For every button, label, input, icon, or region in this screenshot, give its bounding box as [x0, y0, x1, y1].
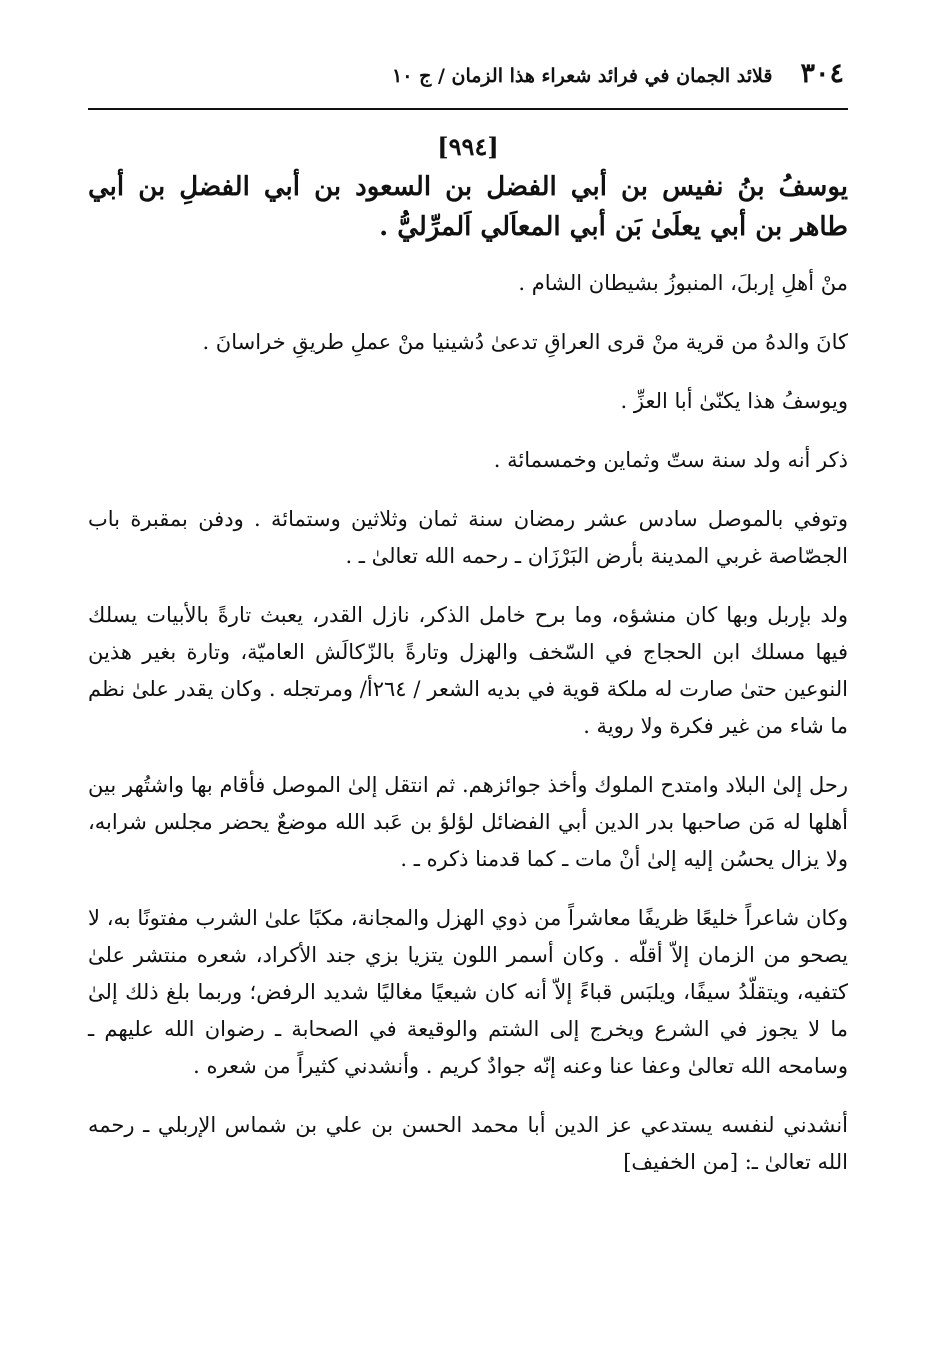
paragraph: ولد بإربل وبها كان منشؤه، وما برح خامل الذكر، نازل القدر، يعبث تارةً بالأبيات يسلك فيها مسلك ابن الحجاج في السّخف والهزل وتارةً بالزّكالَش العاميّة، وتارة بغير هذين النوعين حتىٰ صارت له ملكة قوية في بديه الشعر / ٢٦٤أ/ ومرتجله . وكان يقدر علىٰ نظم ما شاء من غير فكرة ولا روية .	[88, 603, 848, 738]
paragraph: منْ أهلِ إربلَ، المنبوزُ بشيطان الشام .	[518, 271, 848, 295]
paragraph: وكان شاعراً خليعًا ظريفًا معاشراً من ذوي الهزل والمجانة، مكبًا علىٰ الشرب مفتونًا به، لا يصحو من الزمان إلاّ أقلّه . وكان أسمر اللون يتزيا بزي جند الأكراد، شعره منتشر علىٰ كتفيه، ويتقلّدُ سيفًا، ويلبَس قباءً إلاّ أنه كان شيعيًا مغاليًا شديد الرفض؛ وربما بلغ ذلك إلىٰ ما لا يجوز في الشرع ويخرج إلى الشتم والوقيعة في الصحابة ـ رضوان الله عليهم ـ وسامحه الله تعالىٰ وعفا عنا وعنه إنّه جوادٌ كريم . وأنشدني كثيراً من شعره .	[88, 906, 848, 1078]
paragraph: ويوسفُ هذا يكنّىٰ أبا العزِّ .	[620, 389, 848, 413]
paragraph: أنشدني لنفسه يستدعي عز الدين أبا محمد الحسن بن علي بن شماس الإربلي ـ رحمه الله تعالىٰ ـ: [من الخفيف]	[88, 1113, 848, 1174]
paragraph: رحل إلىٰ البلاد وامتدح الملوك وأخذ جوائزهم. ثم انتقل إلىٰ الموصل فأقام بها واشتُهر بين أهلها له مَن صاحبها بدر الدين أبي الفضائل لؤلؤ بن عَبد الله موضعٌ يحضر مجلس شرابه، ولا يزال يحسُن إليه إلىٰ أنْ مات ـ كما قدمنا ذكره ـ .	[88, 773, 848, 871]
paragraph: ذكر أنه ولد سنة ستّ وثماين وخمسمائة .	[493, 448, 848, 472]
page-number: ٣٠٤	[800, 58, 844, 89]
document-page	[88, 58, 848, 1181]
paragraph: وتوفي بالموصل سادس عشر رمضان سنة ثمان وثلاثين وستمائة . ودفن بمقبرة باب الجصّاصة غربي المدينة بأرض البَرْزَان ـ رحمه الله تعالىٰ ـ .	[88, 507, 848, 568]
page-header	[88, 58, 848, 110]
entry-heading: يوسفُ بنُ نفيس بن أبي الفضل بن السعود بن أبي الفضلِ بن أبي طاهر بن أبي يعلَىٰ بَن أبي المعاَلي اَلمرِّليُّ .	[88, 172, 848, 242]
paragraph: كانَ والدهُ من قرية منْ قرى العراقِ تدعىٰ دُشينيا منْ عملِ طريقِ خراسانَ .	[202, 330, 848, 354]
entry-number: [٩٩٤]	[437, 132, 499, 161]
running-title: قلائد الجمان في فرائد شعراء هذا الزمان / ج ١٠	[392, 65, 773, 87]
